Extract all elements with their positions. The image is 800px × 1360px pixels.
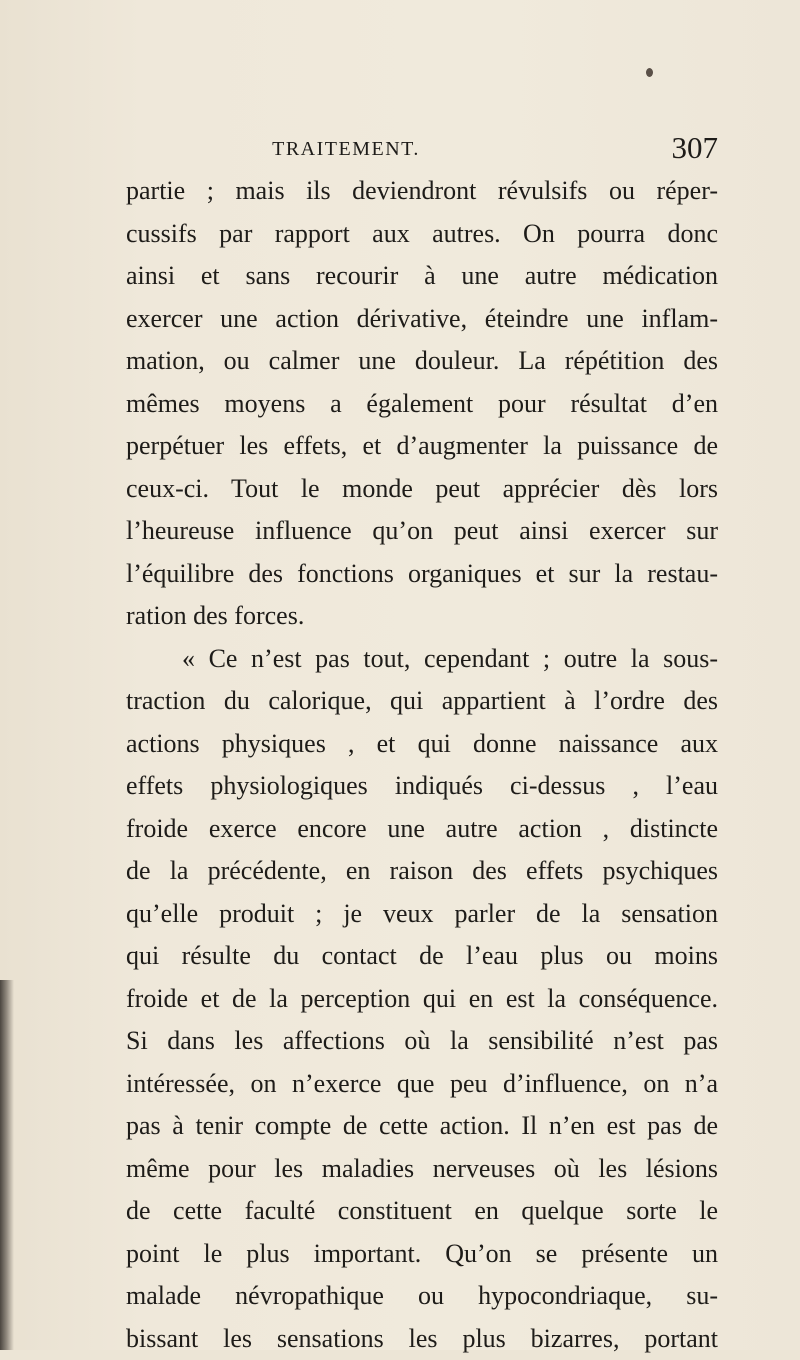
text-line: de la précédente, en raison des effets psychiques	[126, 850, 718, 893]
text-line: de cette faculté constituent en quelque sorte le	[126, 1190, 718, 1233]
text-line: Si dans les affections où la sensibilité n’est pas	[126, 1020, 718, 1063]
body-text	[126, 170, 718, 1360]
text-line: exercer une action dérivative, éteindre une inflam-	[126, 298, 718, 341]
text-line: qu’elle produit ; je veux parler de la sensation	[126, 893, 718, 936]
text-line: l’heureuse influence qu’on peut ainsi exercer sur	[126, 510, 718, 553]
text-line: ainsi et sans recourir à une autre médication	[126, 255, 718, 298]
text-line: intéressée, on n’exerce que peu d’influence, on n’a	[126, 1063, 718, 1106]
text-line: effets physiologiques indiqués ci-dessus , l’eau	[126, 765, 718, 808]
ink-spot	[646, 68, 653, 77]
text-line: point le plus important. Qu’on se présente un	[126, 1233, 718, 1276]
text-line: actions physiques , et qui donne naissance aux	[126, 723, 718, 766]
text-line: ration des forces.	[126, 595, 718, 638]
paragraph-start-line: « Ce n’est pas tout, cependant ; outre la sous-	[126, 638, 718, 681]
text-line: perpétuer les effets, et d’augmenter la puissance de	[126, 425, 718, 468]
text-line: froide exerce encore une autre action , distincte	[126, 808, 718, 851]
text-line: ceux-ci. Tout le monde peut apprécier dès lors	[126, 468, 718, 511]
binding-shadow	[0, 980, 14, 1350]
text-line: cussifs par rapport aux autres. On pourra donc	[126, 213, 718, 256]
text-line: traction du calorique, qui appartient à l’ordre des	[126, 680, 718, 723]
text-line: même pour les maladies nerveuses où les lésions	[126, 1148, 718, 1191]
page-number: 307	[672, 130, 719, 166]
running-head: TRAITEMENT.	[126, 138, 566, 161]
text-line: pas à tenir compte de cette action. Il n’en est pas de	[126, 1105, 718, 1148]
text-line: bissant les sensations les plus bizarres, portant	[126, 1318, 718, 1360]
text-line: malade névropathique ou hypocondriaque, su-	[126, 1275, 718, 1318]
text-line: mêmes moyens a également pour résultat d’en	[126, 383, 718, 426]
text-line: l’équilibre des fonctions organiques et sur la restau-	[126, 553, 718, 596]
text-line: froide et de la perception qui en est la conséquence.	[126, 978, 718, 1021]
text-line: partie ; mais ils deviendront révulsifs ou réper-	[126, 170, 718, 213]
text-line: qui résulte du contact de l’eau plus ou moins	[126, 935, 718, 978]
page-header	[126, 132, 718, 168]
text-line: mation, ou calmer une douleur. La répétition des	[126, 340, 718, 383]
